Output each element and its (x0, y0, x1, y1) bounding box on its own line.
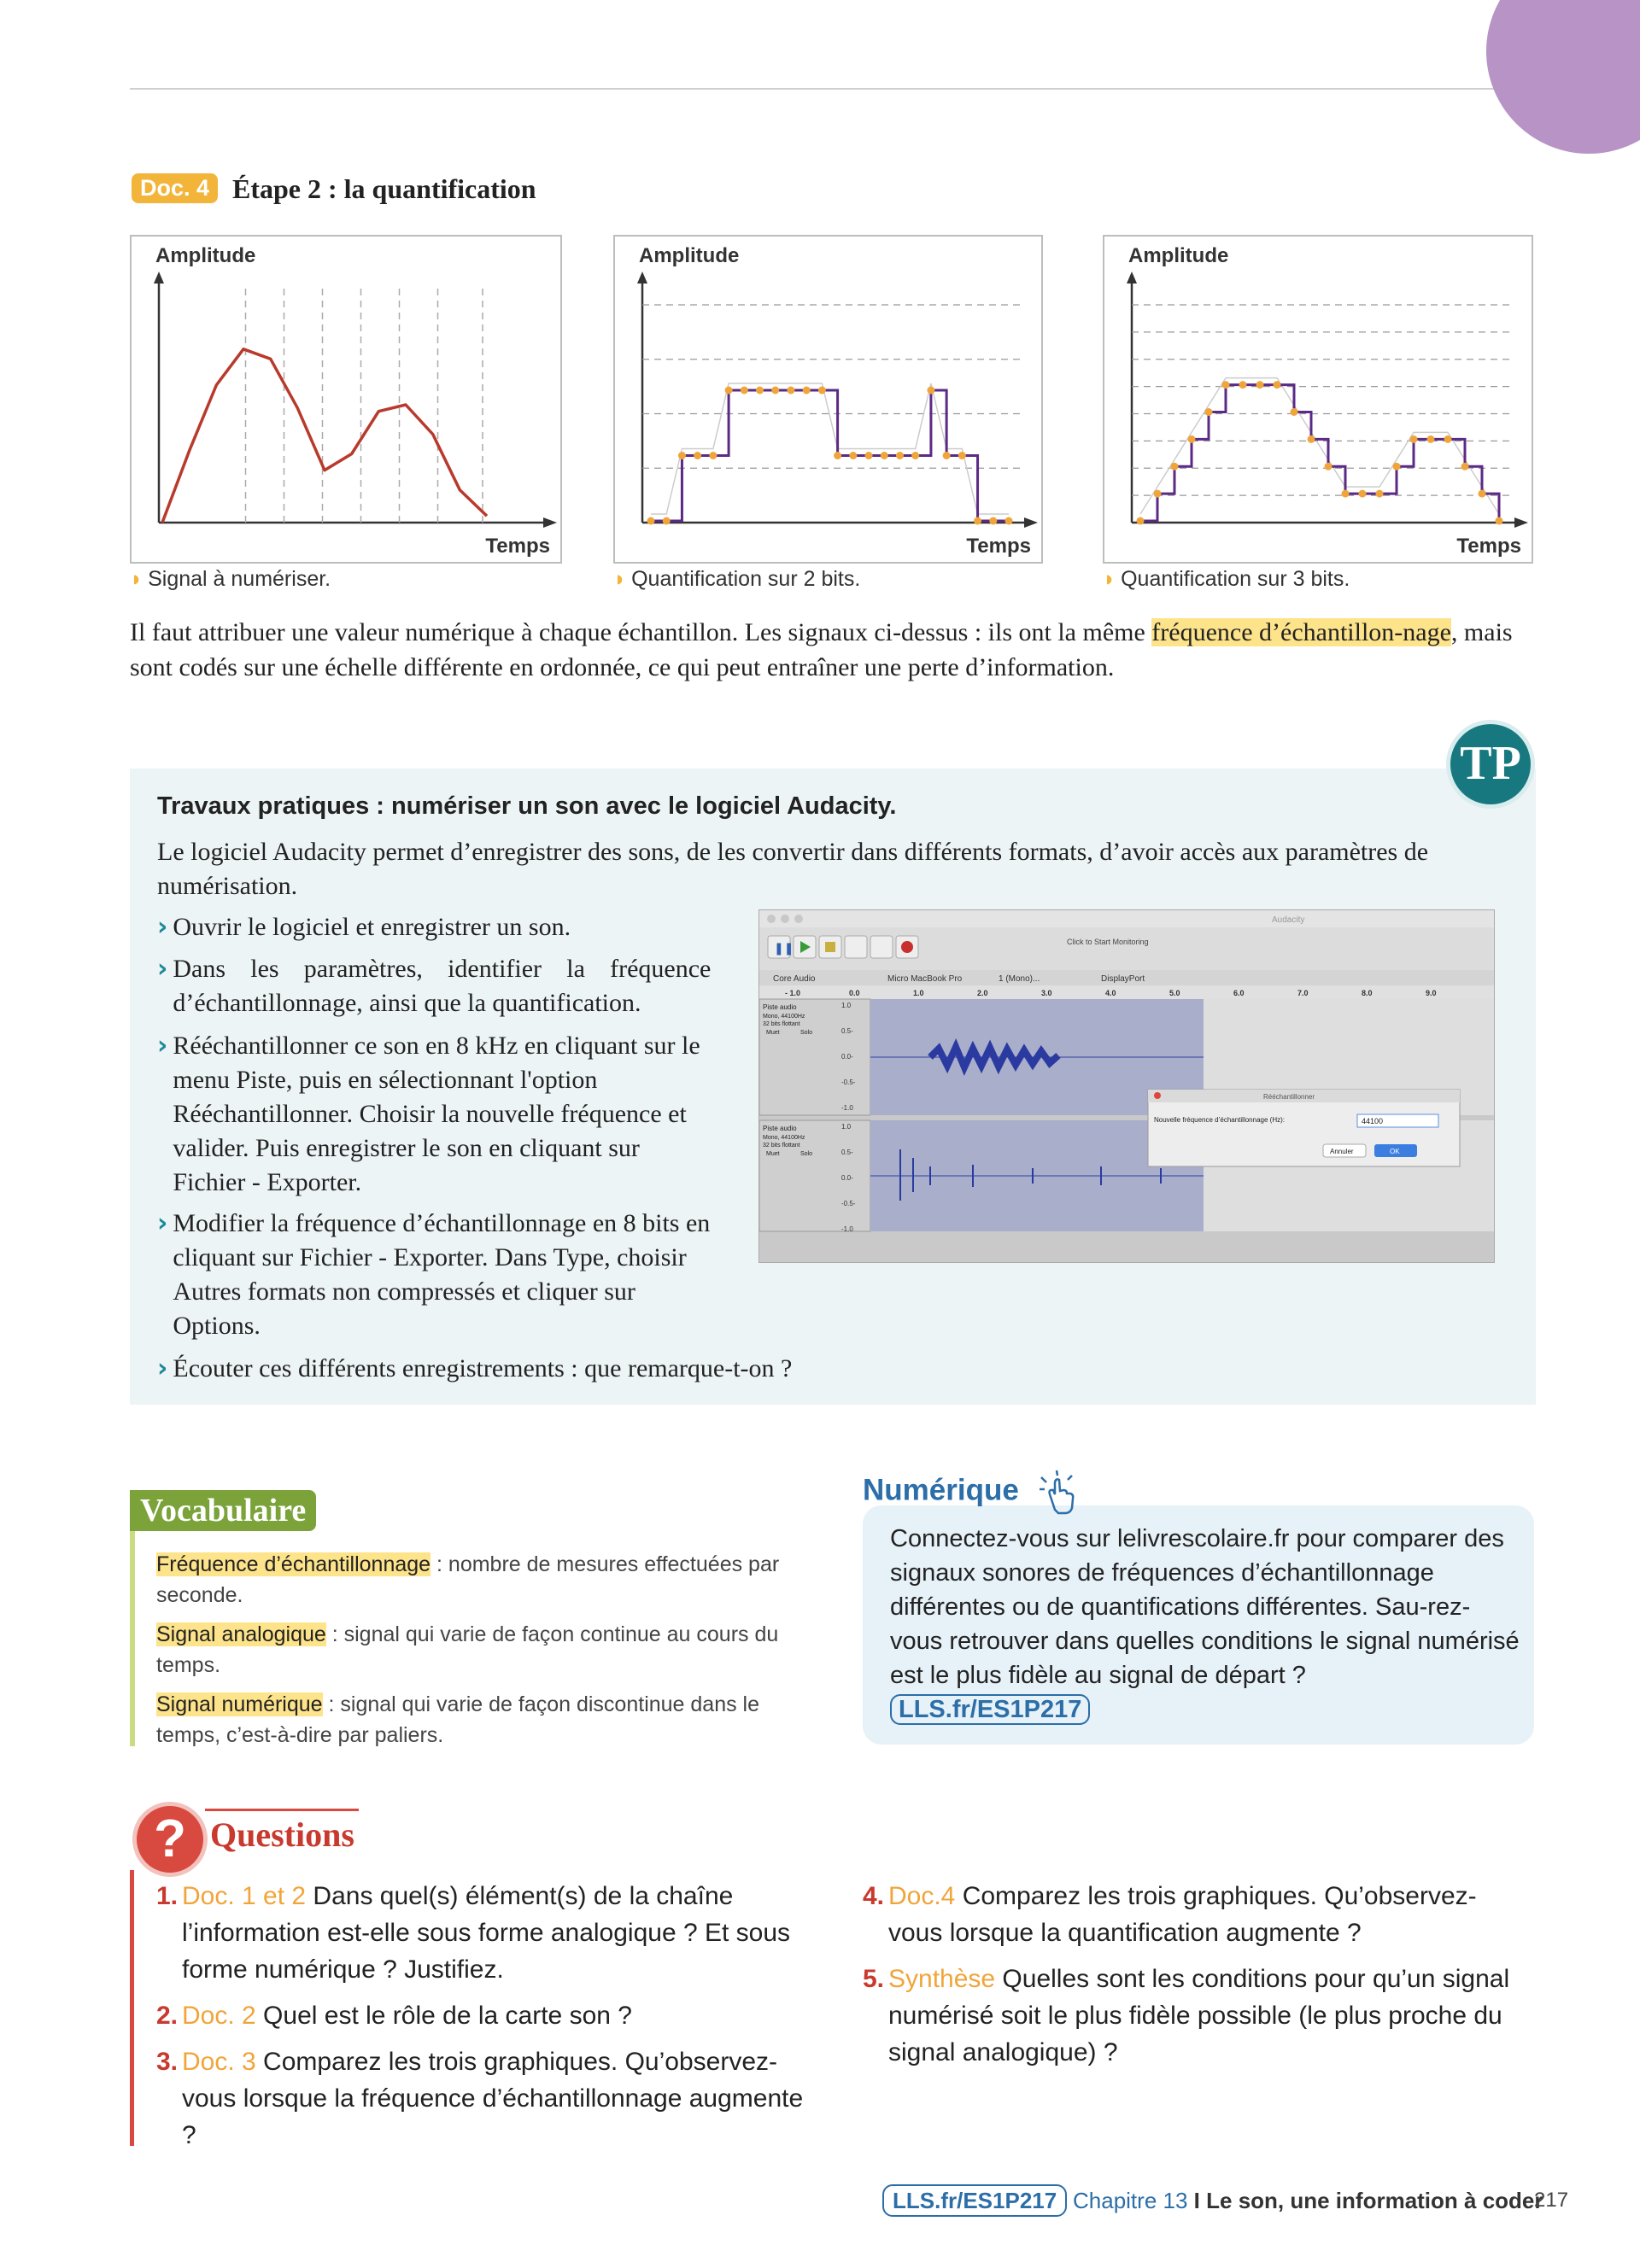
sample-point (1154, 490, 1162, 498)
sample-point (1222, 381, 1230, 389)
chart-signal-svg (132, 237, 560, 562)
skip-start-button[interactable] (845, 936, 867, 958)
x-axis-arrow-icon (1024, 517, 1038, 528)
ruler-tick: 5.0 (1169, 989, 1180, 997)
ruler-tick: 8.0 (1362, 989, 1373, 997)
solo-button[interactable]: Solo (800, 1030, 813, 1036)
amplitude-scale-tick: -1.0 (841, 1225, 853, 1233)
dialog-label: Nouvelle fréquence d’échantillonnage (Hz): (1154, 1116, 1285, 1124)
sample-point (1325, 463, 1332, 471)
sample-point (1274, 381, 1281, 389)
amplitude-scale-tick: 0.0- (841, 1053, 853, 1061)
numerique-title: Numérique (863, 1469, 1084, 1515)
sample-point (1188, 435, 1196, 443)
dialog-title: Rééchantillonner (1263, 1093, 1315, 1101)
audacity-title: Audacity (1272, 915, 1305, 925)
chart-caption-2: ◗ Quantification sur 2 bits. (613, 567, 861, 591)
ruler-tick: 7.0 (1297, 989, 1309, 997)
tp-title: Travaux pratiques : numériser un son avec le logiciel Audacity. (157, 792, 897, 820)
sample-point (1410, 435, 1418, 443)
cancel-label: Annuler (1330, 1148, 1354, 1155)
ok-label: OK (1390, 1148, 1400, 1155)
sample-point (1376, 490, 1384, 498)
window-dot-icon (767, 915, 776, 923)
sample-point (694, 452, 701, 459)
chart-3bits (1103, 235, 1533, 564)
sample-point (834, 452, 841, 459)
sample-point (647, 517, 655, 525)
sample-point (1308, 435, 1315, 443)
monitor-hint: Click to Start Monitoring (1067, 938, 1149, 946)
pause-icon: ❚❚ (774, 941, 794, 955)
chevron-right-icon: › (157, 954, 168, 984)
analog-ghost (1140, 378, 1499, 514)
sample-point (663, 517, 671, 525)
caption-arrow-icon: ◗ (130, 567, 144, 591)
question-1: 1. Doc. 1 et 2 Dans quel(s) élément(s) de la chaîne l’information est-elle sous forme analogique ? Et sous forme numérique ? Justifiez. (156, 1882, 791, 1984)
sample-point (881, 452, 888, 459)
chevron-right-icon: › (157, 912, 168, 942)
stop-icon (825, 942, 835, 952)
intro-paragraph: Il faut attribuer une valeur numérique à chaque échantillon. Les signaux ci-dessus : ils ont la même fréquence d’échantillon-nage, mais sont codés sur une échelle différente en ordonnée, ce qui peut entraîner une perte d’information. (130, 618, 1513, 681)
sample-point (1444, 435, 1452, 443)
window-dot-icon (781, 915, 789, 923)
sample-point (911, 452, 919, 459)
vocab-title: Vocabulaire (130, 1490, 316, 1531)
audacity-window (759, 910, 1494, 1262)
ruler-tick: 1.0 (913, 989, 924, 997)
tp-step-5: › Écouter ces différents enregistrements : que remarque-t-on ? (157, 1353, 793, 1383)
track-info: Mono, 44100Hz (763, 1014, 805, 1020)
track-info: 32 bits flottant (763, 1021, 800, 1027)
questions-bar (130, 1870, 134, 2146)
footer-chapter: Chapitre 13 I Le son, une information à coder (1073, 2188, 1543, 2213)
chart-2bits-svg (615, 237, 1041, 562)
tp-step-3: › Rééchantillonner ce son en 8 kHz en cliquant sur le menu Piste, puis en sélectionnant l'option Rééchantillonner. Choisir la nouvelle fréquence et valider. Puis enregistrer le son en cliquant sur Fichier - Exporter. (157, 1031, 700, 1196)
amplitude-scale-tick: 1.0 (841, 1123, 852, 1131)
highlight-term: fréquence d’échantillon-nage (1151, 618, 1451, 646)
chart-caption-1: ◗ Signal à numériser. (130, 567, 331, 591)
x-axis-label: Temps (485, 535, 550, 558)
frequency-value: 44100 (1362, 1117, 1384, 1125)
question-2: 2. Doc. 2 Quel est le rôle de la carte son ? (156, 2002, 632, 2030)
sample-point (896, 452, 904, 459)
ruler-tick: 3.0 (1041, 989, 1052, 997)
track-name: Piste audio (763, 1003, 797, 1011)
chart-signal (130, 235, 562, 564)
y-axis-arrow-icon (637, 272, 647, 284)
tp-step-4: › Modifier la fréquence d’échantillonnage en 8 bits en cliquant sur Fichier - Exporter. Dans Type, choisir Autres formats non compressés et cliquer sur Options. (157, 1208, 711, 1340)
sample-point (1496, 517, 1503, 525)
amplitude-scale-tick: 0.5- (841, 1027, 853, 1035)
chevron-right-icon: › (157, 1353, 168, 1383)
tp-step-2: › Dans les paramètres, identifier la fréquence d’échantillonnage, ainsi que la quantification. (157, 954, 712, 1017)
y-axis-label: Amplitude (639, 244, 740, 267)
sample-point (1005, 517, 1013, 525)
footer-link[interactable]: LLS.fr/ES1P217 (882, 2184, 1067, 2217)
sample-point (927, 387, 934, 395)
y-axis-arrow-icon (154, 272, 164, 284)
chart-caption-3: ◗ Quantification sur 3 bits. (1103, 567, 1350, 591)
input-device-select: Micro MacBook Pro (887, 974, 963, 984)
question-4: 4. Doc.4 Comparez les trois graphiques. Qu’observez-vous lorsque la quantification augmente ? (863, 1882, 1477, 1947)
x-axis-label: Temps (966, 535, 1031, 558)
sample-point (803, 387, 811, 395)
track-info: 32 bits flottant (763, 1143, 800, 1149)
sample-point (756, 387, 764, 395)
sample-point (1171, 463, 1179, 471)
chart-2bits (613, 235, 1043, 564)
top-rule (130, 88, 1496, 90)
page-number: 217 (1534, 2189, 1569, 2212)
amplitude-scale-tick: 1.0 (841, 1002, 852, 1009)
question-3: 3. Doc. 3 Comparez les trois graphiques. Qu’observez-vous lorsque la fréquence d’échantillonnage augmente ? (156, 2048, 804, 2149)
analog-ghost (651, 383, 1009, 514)
questions-title: Questions (210, 1815, 354, 1854)
x-axis-arrow-icon (1514, 517, 1528, 528)
vocab-entry: Signal analogique : signal qui varie de façon continue au cours du temps. (156, 1622, 779, 1677)
sample-point (1342, 490, 1350, 498)
dialog-close-icon[interactable] (1154, 1092, 1161, 1099)
tp-badge: TP (1446, 720, 1535, 809)
sample-point (1461, 463, 1469, 471)
sample-point (1205, 408, 1213, 416)
quantized-steps (651, 390, 1009, 521)
ruler-tick: 4.0 (1105, 989, 1116, 997)
y-axis-arrow-icon (1127, 272, 1137, 284)
sample-point (943, 452, 951, 459)
track-info: Mono, 44100Hz (763, 1135, 805, 1141)
sample-point (1359, 490, 1367, 498)
quantized-steps (1140, 385, 1499, 521)
sample-point (1256, 381, 1264, 389)
record-icon (901, 941, 913, 953)
vocab-entry: Signal numérique : signal qui varie de façon discontinue dans le temps, c’est-à-dire par paliers. (156, 1692, 760, 1747)
sample-point (974, 517, 981, 525)
sample-point (989, 517, 997, 525)
vocab-entry: Fréquence d’échantillonnage : nombre de mesures effectuées par seconde. (156, 1552, 780, 1607)
amplitude-scale-tick: -1.0 (841, 1104, 853, 1112)
sample-point (818, 387, 826, 395)
sample-point (787, 387, 794, 395)
solo-button[interactable]: Solo (800, 1151, 813, 1157)
sample-point (1291, 408, 1298, 416)
chevron-right-icon: › (157, 1031, 168, 1061)
sample-point (1393, 463, 1401, 471)
sample-point (1137, 517, 1145, 525)
sample-point (771, 387, 779, 395)
caption-arrow-icon: ◗ (1103, 567, 1116, 591)
tp-step-1: › Ouvrir le logiciel et enregistrer un son. (157, 912, 571, 942)
channels-select: 1 (Mono)... (999, 974, 1040, 984)
doc-badge: Doc. 4 (132, 173, 218, 203)
mute-button[interactable]: Muet (766, 1151, 780, 1157)
click-hand-icon (1033, 1469, 1084, 1515)
chevron-right-icon: › (157, 1208, 168, 1238)
numerique-link[interactable]: LLS.fr/ES1P217 (890, 1694, 1090, 1725)
y-axis-label: Amplitude (1128, 244, 1229, 267)
sample-point (725, 387, 733, 395)
x-axis-label: Temps (1456, 535, 1521, 558)
sample-point (1427, 435, 1435, 443)
track-name: Piste audio (763, 1125, 797, 1132)
numerique-text: Connectez-vous sur lelivrescolaire.fr pour comparer des signaux sonores de fréquences d’échantillonnage différentes ou de quantifications différentes. Sau-rez-vous retrouver dans quelles conditions le signal numérisé est le plus fidèle au signal de départ ? LLS.fr/ES1P217 (890, 1525, 1520, 1723)
host-select: Core Audio (773, 974, 816, 984)
ruler-tick: 2.0 (977, 989, 988, 997)
output-device-select: DisplayPort (1101, 974, 1145, 984)
ruler-tick: - 1.0 (785, 989, 801, 997)
corner-decoration (1486, 0, 1640, 154)
sample-point (709, 452, 717, 459)
chart-3bits-svg (1104, 237, 1532, 562)
sample-point (849, 452, 857, 459)
ruler-tick: 9.0 (1426, 989, 1437, 997)
tp-intro: Le logiciel Audacity permet d’enregistrer des sons, de les convertir dans différents formats, d’avoir accès aux paramètres de numérisation. (157, 838, 1429, 900)
audacity-screenshot (758, 909, 1495, 1263)
skip-end-button[interactable] (870, 936, 893, 958)
amplitude-scale-tick: 0.0- (841, 1174, 853, 1182)
question-5: 5. Synthèse Quelles sont les conditions pour qu’un signal numérisé soit le plus fidèle possible (le plus proche du signal analogique) ? (863, 1965, 1510, 2066)
y-axis-label: Amplitude (155, 244, 256, 267)
doc-title: Étape 2 : la quantification (232, 173, 536, 204)
sample-point (1239, 381, 1247, 389)
sample-point (958, 452, 966, 459)
sample-point (741, 387, 748, 395)
question-icon: ? (132, 1802, 208, 1877)
amplitude-scale-tick: -0.5- (841, 1200, 856, 1207)
sample-point (678, 452, 686, 459)
caption-arrow-icon: ◗ (613, 567, 627, 591)
x-axis-arrow-icon (543, 517, 557, 528)
mute-button[interactable]: Muet (766, 1030, 780, 1036)
amplitude-scale-tick: -0.5- (841, 1078, 856, 1086)
ruler-tick: 6.0 (1233, 989, 1245, 997)
sample-point (865, 452, 873, 459)
questions-rule (205, 1809, 359, 1811)
sample-point (1479, 490, 1486, 498)
ruler-tick: 0.0 (849, 989, 860, 997)
window-dot-icon (794, 915, 803, 923)
amplitude-scale-tick: 0.5- (841, 1149, 853, 1156)
